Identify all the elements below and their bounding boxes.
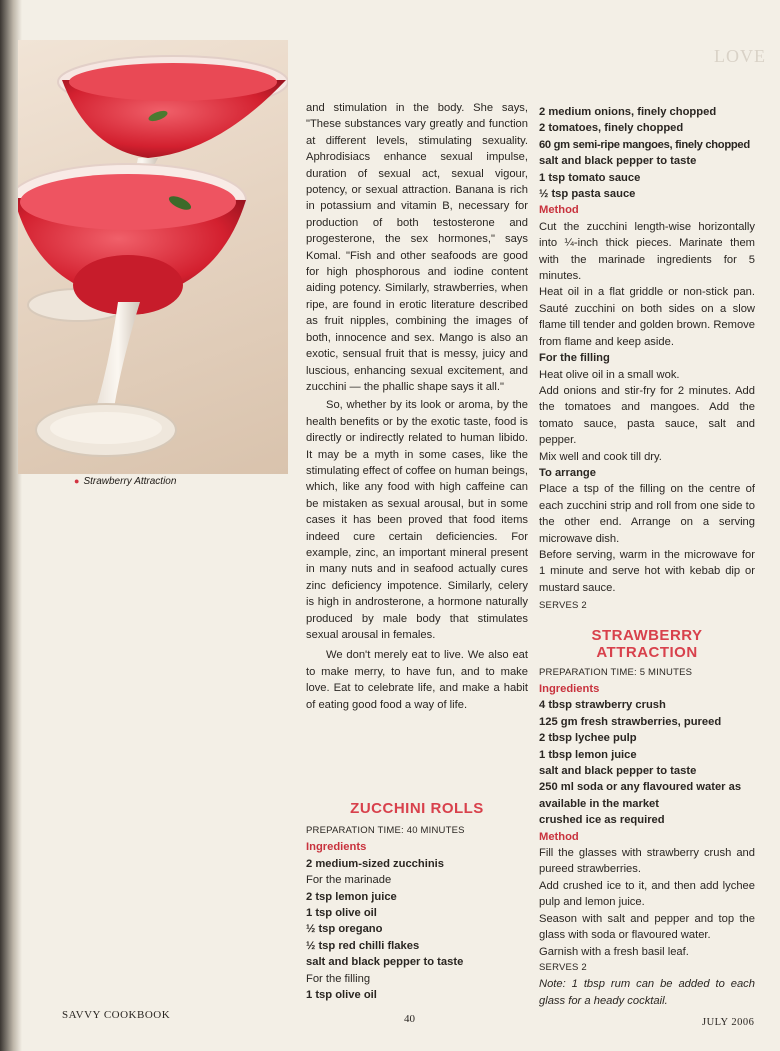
strawberry-note: Note: 1 tbsp rum can be added to each glass for a heady cocktail. — [539, 978, 755, 1007]
recipe-column — [539, 104, 755, 1009]
footer-publication: SAVVY COOKBOOK — [62, 1009, 171, 1021]
ingredient-subheading: For the marinade — [306, 874, 392, 887]
article-paragraph-1: and stimulation in the body. She says, "These substances vary greatly and function at different levels, stimulating sexuality. Aphrodisiacs enhance sexual impulse, duration of sexual act, sexual vigour, potency, or sexual attraction. Banana is rich in potassium and vitamin B, necessary for production of both testosterone and progesterone, the sex hormones," says Komal. "Fish and other seafoods are good for high phosphorous and iodine content aiding potency. Similarly, strawberries, when ripe, are found in erotic literature described as fruit nipples, combining the images of both, innocence and sex. Mango is also an exotic, sensual fruit that is messy, juicy and luscious, enhancing sexual excitement, and zucchini — the phallic shape says it all." — [306, 102, 528, 393]
ingredient-line: salt and black pepper to taste — [539, 155, 697, 168]
caption-bullet: ● — [74, 476, 80, 486]
ingredient-line: salt and black pepper to taste — [539, 765, 697, 778]
ingredient-line: ½ tsp oregano — [306, 923, 383, 936]
section-logo: LOVE — [714, 46, 766, 66]
ingredient-line: 2 tbsp lychee pulp — [539, 732, 637, 745]
ingredient-line: salt and black pepper to taste — [306, 956, 464, 969]
ingredient-line: 1 tsp olive oil — [306, 907, 377, 920]
article-paragraph-2: So, whether by its look or aroma, by the health benefits or by the exotic taste, food is directly or indirectly related to human libido. It may be a myth in some cases, like the stimulating effect of coffee on human beings, which, like any food with high caffeine can be mistaken as sexual arousal, but in some cases it has been proved that food items indeed cure certain deficiencies. For example, zinc, an important mineral present in many nuts and in seafood actually cures zinc deficiency impotence. Similarly, celery is high in androsterone, a hormone naturally produced by male body that stimulates sexual arousal in females. — [306, 399, 528, 641]
strawberry-ingredients-label: Ingredients — [539, 683, 600, 695]
ingredient-line: 2 tomatoes, finely chopped — [539, 122, 684, 135]
ingredient-line: 2 tsp lemon juice — [306, 890, 397, 903]
method-step: Mix well and cook till dry. — [539, 450, 662, 463]
zucchini-method-label: Method — [539, 204, 579, 217]
method-step: Add onions and stir-fry for 2 minutes. Add the tomatoes and mangoes. Add the tomato sauce, pasta sauce, salt and pepper. — [539, 384, 755, 447]
filling-label: For the filling — [539, 352, 610, 365]
strawberry-recipe — [539, 627, 755, 1010]
ingredient-line: 1 tsp tomato sauce — [539, 171, 641, 184]
method-step: Cut the zucchini length-wise horizontally into ¼-inch thick pieces. Marinate them with the marinade ingredients for 5 minutes. — [539, 220, 755, 283]
article-paragraph-3: We don't merely eat to live. We also eat to make merry, to have fun, and to make love. Eat to celebrate life, and make a habit of eating good food a way of life. — [306, 649, 528, 711]
footer-date: JULY 2006 — [702, 1017, 755, 1028]
method-step: Heat oil in a flat griddle or non-stick pan. Sauté zucchini on both sides on a slow flame till tender and golden brown. Remove from flame and keep aside. — [539, 286, 755, 348]
photo-caption — [74, 476, 176, 487]
ingredient-line: ½ tsp pasta sauce — [539, 188, 636, 201]
strawberry-title-line1: STRAWBERRY — [591, 626, 703, 644]
ingredient-line: 60 gm semi-ripe mangoes, finely chopped — [539, 138, 750, 151]
method-step: Heat olive oil in a small wok. — [539, 368, 680, 381]
ingredient-line: 125 gm fresh strawberries, pureed — [539, 715, 722, 728]
ingredient-line: 2 medium onions, finely chopped — [539, 106, 717, 118]
caption-text: Strawberry Attraction — [83, 476, 177, 487]
method-step: Season with salt and pepper and top the glass with soda or flavoured water. — [539, 912, 755, 942]
ingredient-line: ½ tsp red chilli flakes — [306, 939, 420, 952]
method-step: Fill the glasses with strawberry crush and pureed strawberries. — [539, 847, 755, 876]
ingredient-line: 1 tsp olive oil — [306, 989, 377, 1002]
ingredient-line: 4 tbsp strawberry crush — [539, 699, 666, 712]
arrange-label: To arrange — [539, 466, 596, 479]
method-step: Before serving, warm in the microwave for 1 minute and serve hot with kebab dip or mustard sauce. — [539, 548, 755, 594]
strawberry-prep-time: PREPARATION TIME: 5 MINUTES — [539, 666, 693, 678]
method-step: Add crushed ice to it, and then add lychee pulp and lemon juice. — [539, 879, 755, 909]
strawberry-drink-photo — [18, 40, 288, 474]
ingredient-line: 1 tbsp lemon juice — [539, 748, 637, 761]
strawberry-title-line2: ATTRACTION — [596, 643, 698, 661]
ingredient-line: crushed ice as required — [539, 814, 665, 827]
zucchini-title: ZUCCHINI ROLLS — [350, 800, 484, 817]
method-step: Place a tsp of the filling on the centre of each zucchini strip and roll from one side to the other end. Arrange on a serving microwave dish. — [539, 483, 755, 545]
ingredient-line: 250 ml soda or any flavoured water as available in the market — [539, 781, 742, 810]
method-step: Garnish with a fresh basil leaf. — [539, 945, 689, 958]
zucchini-prep-time: PREPARATION TIME: 40 MINUTES — [306, 825, 465, 836]
page-number: 40 — [404, 1013, 415, 1025]
strawberry-method-label: Method — [539, 830, 579, 843]
zucchini-recipe — [306, 800, 528, 1003]
zucchini-serves: SERVES 2 — [539, 600, 587, 612]
ingredient-subheading: For the filling — [306, 972, 371, 985]
ingredient-line: 2 medium-sized zucchinis — [306, 857, 445, 870]
zucchini-ingredients-label: Ingredients — [306, 841, 367, 854]
article-column — [306, 100, 528, 713]
strawberry-serves: SERVES 2 — [539, 961, 587, 973]
